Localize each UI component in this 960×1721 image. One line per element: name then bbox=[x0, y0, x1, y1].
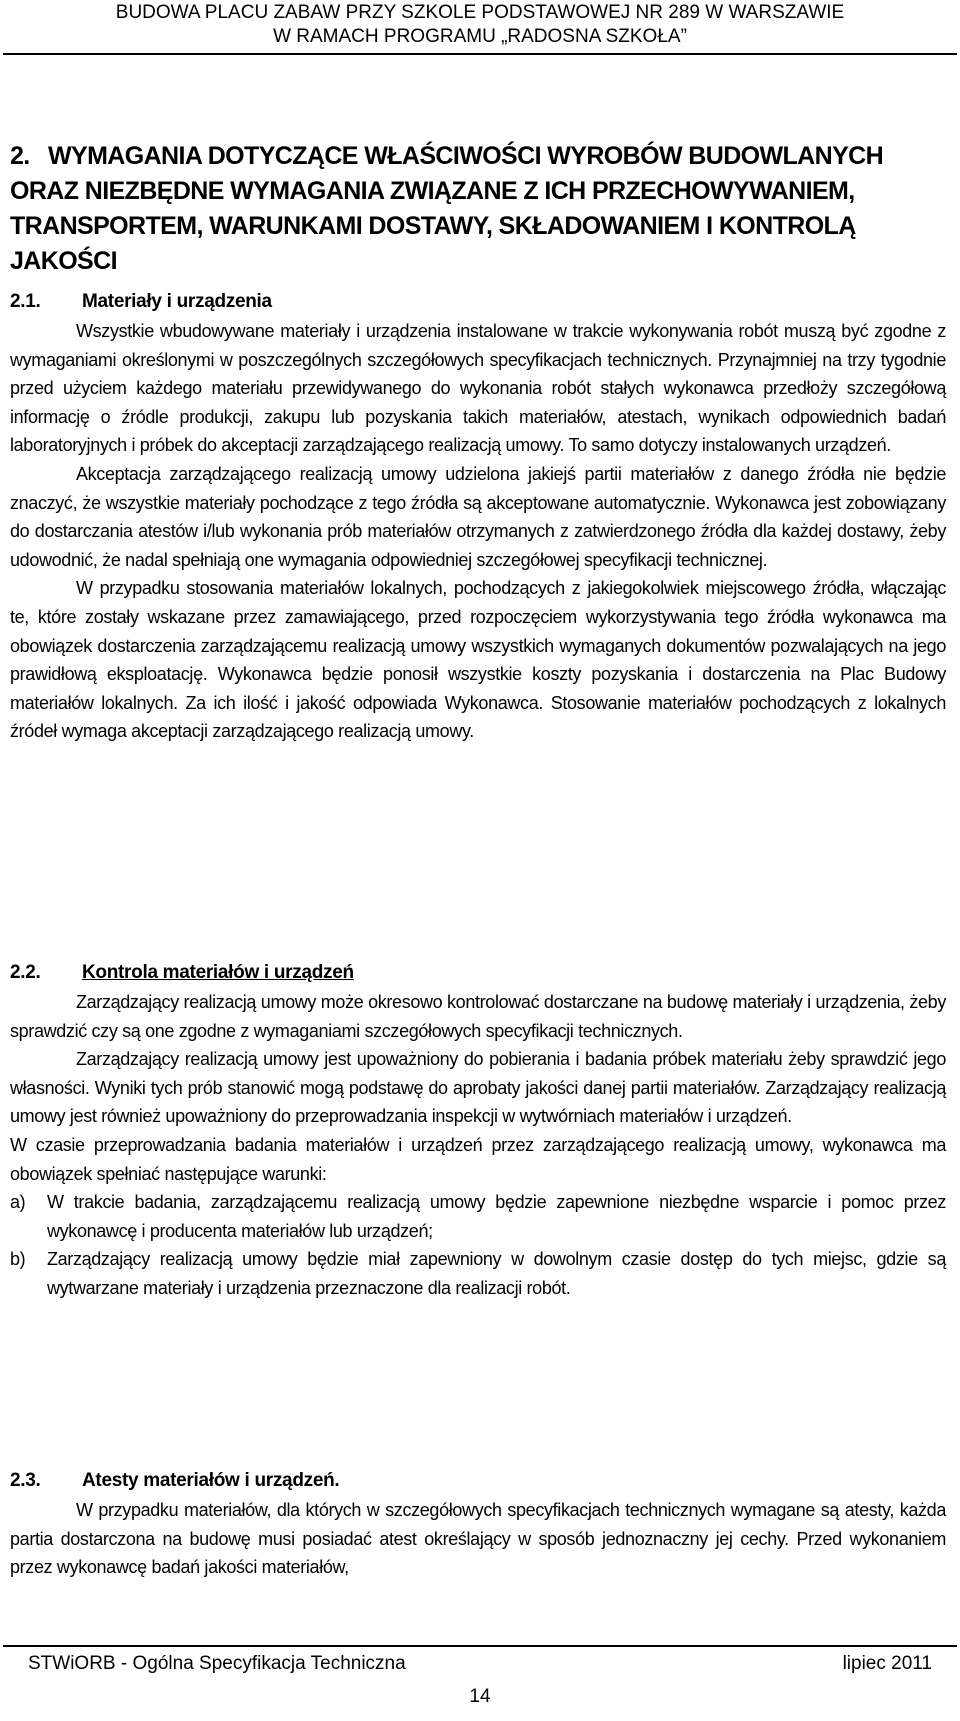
list-marker: a) bbox=[10, 1192, 26, 1213]
section-2-2-paragraph-2: Zarządzający realizacją umowy jest upoważniony do pobierania i badania próbek materiału żeby sprawdzić jego własności. Wyniki tych prób stanowić mogą podstawę do aprobaty jakości danej partii materiałów. Zarządzający realizacją umowy jest również upoważniony do przeprowadzania inspekcji w wytwórniach materiałów i urządzeń. bbox=[10, 1049, 946, 1127]
section-2-heading bbox=[10, 139, 946, 279]
section-2-2-paragraph-3: W czasie przeprowadzania badania materiałów i urządzeń przez zarządzającego realizacją umowy, wykonawca ma obowiązek spełniać następujące warunki: bbox=[10, 1134, 946, 1184]
list-item-text: Zarządzający realizacją umowy będzie miał zapewniony w dowolnym czasie dostęp do tych miejsc, gdzie są wytwarzane materiały i urządzenia przeznaczone dla realizacji robót. bbox=[47, 1249, 946, 1298]
section-2-3-paragraph-1: W przypadku materiałów, dla których w szczegółowych specyfikacjach technicznych wymagane są atesty, każda partia dostarczona na budowę musi posiadać atest określający w sposób jednoznaczny jej cechy. Przed wykonaniem przez wykonawcę badań jakości materiałów, bbox=[10, 1500, 946, 1578]
section-2-number: 2. bbox=[10, 142, 30, 170]
page-header bbox=[0, 0, 960, 60]
footer-divider bbox=[3, 1645, 957, 1647]
list-item bbox=[10, 1245, 946, 1302]
footer-date: lipiec 2011 bbox=[842, 1653, 932, 1674]
header-line-2: W RAMACH PROGRAMU „RADOSNA SZKOŁA” bbox=[273, 26, 687, 47]
page-number: 14 bbox=[469, 1686, 491, 1707]
list-marker: b) bbox=[10, 1249, 26, 1270]
section-2-2-title: Kontrola materiałów i urządzeń bbox=[82, 962, 354, 983]
section-2-3-title: Atesty materiałów i urządzeń. bbox=[82, 1470, 340, 1491]
section-2-1-heading bbox=[10, 287, 946, 317]
list-item-text: W trakcie badania, zarządzającemu realizacją umowy będzie zapewnione niezbędne wsparcie i pomoc przez wykonawcę i producenta materiałów lub urządzeń; bbox=[47, 1192, 946, 1241]
footer-document-name: STWiORB - Ogólna Specyfikacja Techniczna bbox=[28, 1653, 406, 1674]
section-2-3 bbox=[10, 1466, 946, 1582]
section-2-3-number: 2.3. bbox=[10, 1470, 41, 1491]
section-2-2-heading bbox=[10, 958, 946, 988]
header-divider bbox=[3, 53, 957, 55]
section-2-1 bbox=[10, 287, 946, 746]
section-2-1-paragraph-3: W przypadku stosowania materiałów lokalnych, pochodzących z jakiegokolwiek miejscowego źródła, włączając te, które zostały wskazane przez zamawiającego, przed rozpoczęciem wykorzystywania tego źródła wykonawca ma obowiązek dostarczenia zarządzającemu realizacją umowy wszystkich wymaganych dokumentów pozwalających na jego prawidłową eksploatację. Wykonawca będzie ponosił wszystkie koszty pozyskania i dostarczenia na Plac Budowy materiałów lokalnych. Za ich ilość i jakość odpowiada Wykonawca. Stosowanie materiałów pochodzących z lokalnych źródeł wymaga akceptacji zarządzającego realizacją umowy. bbox=[10, 578, 946, 742]
section-2-1-paragraph-2: Akceptacja zarządzającego realizacją umowy udzielona jakiejś partii materiałów z danego źródła nie będzie znaczyć, że wszystkie materiały pochodzące z tego źródła są akceptowane automatycznie. Wykonawca jest zobowiązany do dostarczania atestów i/lub wykonania prób materiałów otrzymanych z zatwierdzonego źródła dla każdej dostawy, żeby udowodnić, że nadal spełniają one wymagania odpowiedniej szczegółowej specyfikacji technicznej. bbox=[10, 463, 946, 570]
header-line-1: BUDOWA PLACU ZABAW PRZY SZKOLE PODSTAWOWEJ NR 289 W WARSZAWIE bbox=[115, 2, 845, 23]
section-2-2-paragraph-1: Zarządzający realizacją umowy może okresowo kontrolować dostarczane na budowę materiały i urządzenia, żeby sprawdzić czy są one zgodne z wymaganiami szczegółowych specyfikacji technicznych. bbox=[10, 992, 946, 1041]
section-2-2-number: 2.2. bbox=[10, 962, 41, 983]
section-2-1-title: Materiały i urządzenia bbox=[82, 291, 272, 312]
section-2-3-heading bbox=[10, 1466, 946, 1496]
section-2-1-number: 2.1. bbox=[10, 291, 41, 312]
list-item bbox=[10, 1188, 946, 1245]
section-2-title: WYMAGANIA DOTYCZĄCE WŁAŚCIWOŚCI WYROBÓW BUDOWLANYCH ORAZ NIEZBĘDNE WYMAGANIA ZWIĄZANE Z ICH PRZECHOWYWANIEM, TRANSPORTEM, WARUNKAMI DOSTAWY, SKŁADOWANIEM I KONTROLĄ JAKOŚCI bbox=[10, 142, 884, 275]
section-2-1-paragraph-1: Wszystkie wbudowywane materiały i urządzenia instalowane w trakcie wykonywania robót muszą być zgodne z wymaganiami określonymi w poszczególnych szczegółowych specyfikacjach technicznych. Przynajmniej na trzy tygodnie przed użyciem każdego materiału przewidywanego do wykonania robót stałych wykonawca przedłoży szczegółową informację o źródle produkcji, zakupu lub pozyskania takich materiałów, atestach, wynikach odpowiednich badań laboratoryjnych i próbek do akceptacji zarządzającego realizacją umowy. To samo dotyczy instalowanych urządzeń. bbox=[10, 321, 946, 456]
section-2-2 bbox=[10, 958, 946, 1303]
